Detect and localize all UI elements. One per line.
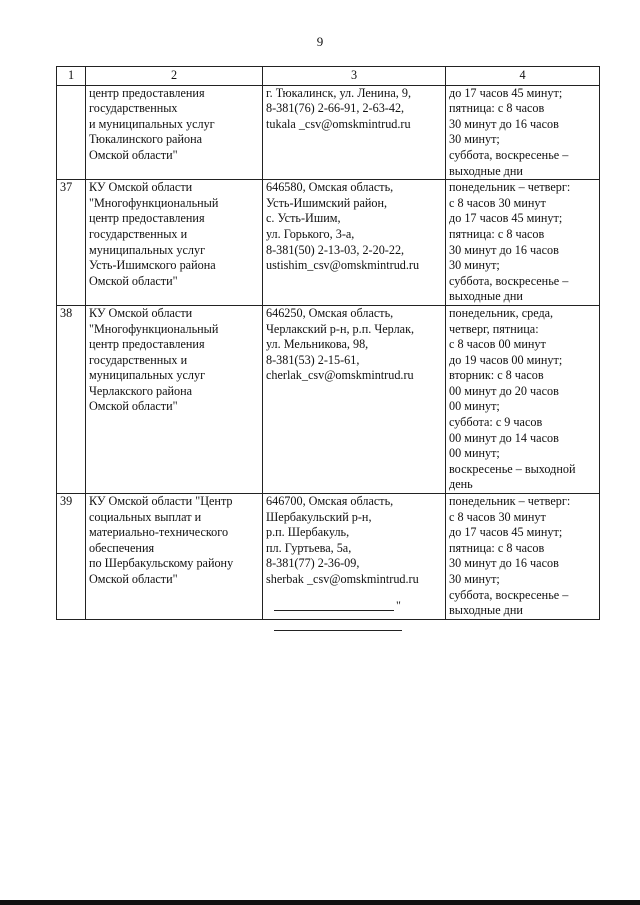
hours-cell xyxy=(446,180,600,306)
table-body xyxy=(57,85,600,619)
address-line: sherbak _csv@omskmintrud.ru xyxy=(266,572,419,586)
hours-line: 30 минут; xyxy=(449,572,500,586)
organization-line: центр предоставления xyxy=(89,211,205,226)
row-number-cell: 38 xyxy=(57,305,86,493)
organization-line: муниципальных услуг xyxy=(89,368,206,383)
hours-line: суббота, воскресенье – xyxy=(449,273,569,288)
hours-cell xyxy=(446,494,600,620)
hours-line: пятница: с 8 часов xyxy=(449,101,545,116)
organization-line: КУ Омской области "Центр xyxy=(89,494,233,509)
hours-line: с 8 часов 00 минут xyxy=(449,337,546,352)
page-number: 9 xyxy=(316,34,324,49)
organization-line: материально-технического xyxy=(89,525,229,540)
organization-line: обеспечения xyxy=(89,540,155,555)
hours-line: 00 минут до 20 часов xyxy=(449,383,559,398)
address-line: 8-381(50) 2-13-03, 2-20-22, xyxy=(266,242,405,257)
hours-line: 30 минут; xyxy=(449,258,500,273)
hours-line: 00 минут; xyxy=(449,446,500,461)
organization-line: Омской области" xyxy=(89,399,178,414)
hours-cell xyxy=(446,85,600,180)
hours-line: пятница: с 8 часов xyxy=(449,226,545,241)
organization-line: "Многофункциональный xyxy=(89,195,219,210)
hours-cell xyxy=(446,305,600,493)
table-row xyxy=(57,305,600,493)
hours-line: 30 минут до 16 часов xyxy=(449,556,559,571)
hours-line: с 8 часов 30 минут xyxy=(449,195,546,210)
organization-line: по Шербакульскому району xyxy=(89,556,234,571)
hours-line: выходные дни xyxy=(449,163,523,178)
organization-line: социальных выплат и xyxy=(89,509,202,524)
hours-line: понедельник – четверг: xyxy=(449,494,571,509)
table-row xyxy=(57,180,600,306)
organization-line: КУ Омской области xyxy=(89,305,193,320)
organization-line: КУ Омской области xyxy=(89,180,193,195)
hours-line: суббота, воскресенье – xyxy=(449,587,569,602)
organization-line: государственных и xyxy=(89,352,188,367)
hours-line: до 17 часов 45 минут; xyxy=(449,85,563,100)
organization-line: Черлакского района xyxy=(89,383,193,398)
row-number-cell: 39 xyxy=(57,494,86,620)
address-line: Усть-Ишимский район, xyxy=(266,195,388,210)
address-line: р.п. Шербакуль, xyxy=(266,525,350,540)
organization-line: центр предоставления xyxy=(89,85,205,100)
organization-line: муниципальных услуг xyxy=(89,242,206,257)
column-header-2: 2 xyxy=(86,67,263,86)
column-header-4: 4 xyxy=(446,67,600,86)
hours-line: понедельник – четверг: xyxy=(449,180,571,195)
row-number-cell: 37 xyxy=(57,180,86,306)
hours-line: 30 минут; xyxy=(449,132,500,147)
address-cell xyxy=(263,305,446,493)
hours-line: до 19 часов 00 минут; xyxy=(449,352,563,367)
table-header-row xyxy=(57,67,600,86)
organization-line: Усть-Ишимского района xyxy=(89,258,216,273)
address-line: г. Тюкалинск, ул. Ленина, 9, xyxy=(266,85,411,100)
table-row xyxy=(57,85,600,180)
hours-line: суббота: с 9 часов xyxy=(449,415,543,430)
address-line: tukala _csv@omskmintrud.ru xyxy=(266,116,411,131)
column-header-3: 3 xyxy=(263,67,446,86)
hours-line: 00 минут до 14 часов xyxy=(449,430,559,445)
column-header-1: 1 xyxy=(57,67,86,86)
hours-line: с 8 часов 30 минут xyxy=(449,509,546,524)
organization-line: Омской области" xyxy=(89,572,178,586)
address-line: Шербакульский р-н, xyxy=(266,509,372,524)
hours-line: 30 минут до 16 часов xyxy=(449,242,559,257)
address-line: 8-381(53) 2-15-61, xyxy=(266,352,360,367)
closing-quote: " xyxy=(396,598,401,612)
address-line: с. Усть-Ишим, xyxy=(266,211,341,226)
address-line: 646250, Омская область, xyxy=(266,305,394,320)
scan-edge xyxy=(0,900,640,905)
hours-line: 30 минут до 16 часов xyxy=(449,116,559,131)
address-line: ул. Мельникова, 98, xyxy=(266,337,369,352)
table-row xyxy=(57,494,600,620)
signature-line xyxy=(274,610,394,611)
address-line: пл. Гуртьева, 5а, xyxy=(266,540,352,555)
hours-line: пятница: с 8 часов xyxy=(449,540,545,555)
hours-line: вторник: с 8 часов xyxy=(449,368,544,383)
hours-line: суббота, воскресенье – xyxy=(449,147,569,162)
end-rule xyxy=(274,630,402,631)
organization-line: "Многофункциональный xyxy=(89,321,219,336)
address-line: 8-381(77) 2-36-09, xyxy=(266,556,360,571)
organization-line: Омской области" xyxy=(89,147,178,162)
hours-line: 00 минут; xyxy=(449,399,500,414)
hours-line: день xyxy=(449,477,473,492)
hours-line: понедельник, среда, xyxy=(449,305,554,320)
services-table xyxy=(56,66,600,620)
organization-line: Тюкалинского района xyxy=(89,132,203,147)
hours-line: воскресенье – выходной xyxy=(449,461,576,476)
address-cell xyxy=(263,180,446,306)
hours-line: выходные дни xyxy=(449,603,523,618)
address-line: cherlak_csv@omskmintrud.ru xyxy=(266,368,414,383)
address-line: ustishim_csv@omskmintrud.ru xyxy=(266,258,420,273)
hours-line: до 17 часов 45 минут; xyxy=(449,525,563,540)
address-line: 8-381(76) 2-66-91, 2-63-42, xyxy=(266,101,405,116)
hours-line: до 17 часов 45 минут; xyxy=(449,211,563,226)
address-line: 646580, Омская область, xyxy=(266,180,394,195)
organization-line: центр предоставления xyxy=(89,337,205,352)
organization-cell xyxy=(86,180,263,306)
address-line: Черлакский р-н, р.п. Черлак, xyxy=(266,321,415,336)
organization-cell xyxy=(86,85,263,180)
address-cell xyxy=(263,494,446,620)
organization-line: государственных и xyxy=(89,226,188,241)
hours-line: четверг, пятница: xyxy=(449,321,539,336)
hours-line: выходные дни xyxy=(449,289,523,304)
organization-cell xyxy=(86,305,263,493)
address-line: ул. Горького, 3-а, xyxy=(266,226,355,241)
row-number-cell xyxy=(57,85,86,180)
organization-cell xyxy=(86,494,263,620)
organization-line: Омской области" xyxy=(89,273,178,288)
organization-line: государственных xyxy=(89,101,178,116)
address-line: 646700, Омская область, xyxy=(266,494,394,509)
address-cell xyxy=(263,85,446,180)
organization-line: и муниципальных услуг xyxy=(89,116,215,131)
